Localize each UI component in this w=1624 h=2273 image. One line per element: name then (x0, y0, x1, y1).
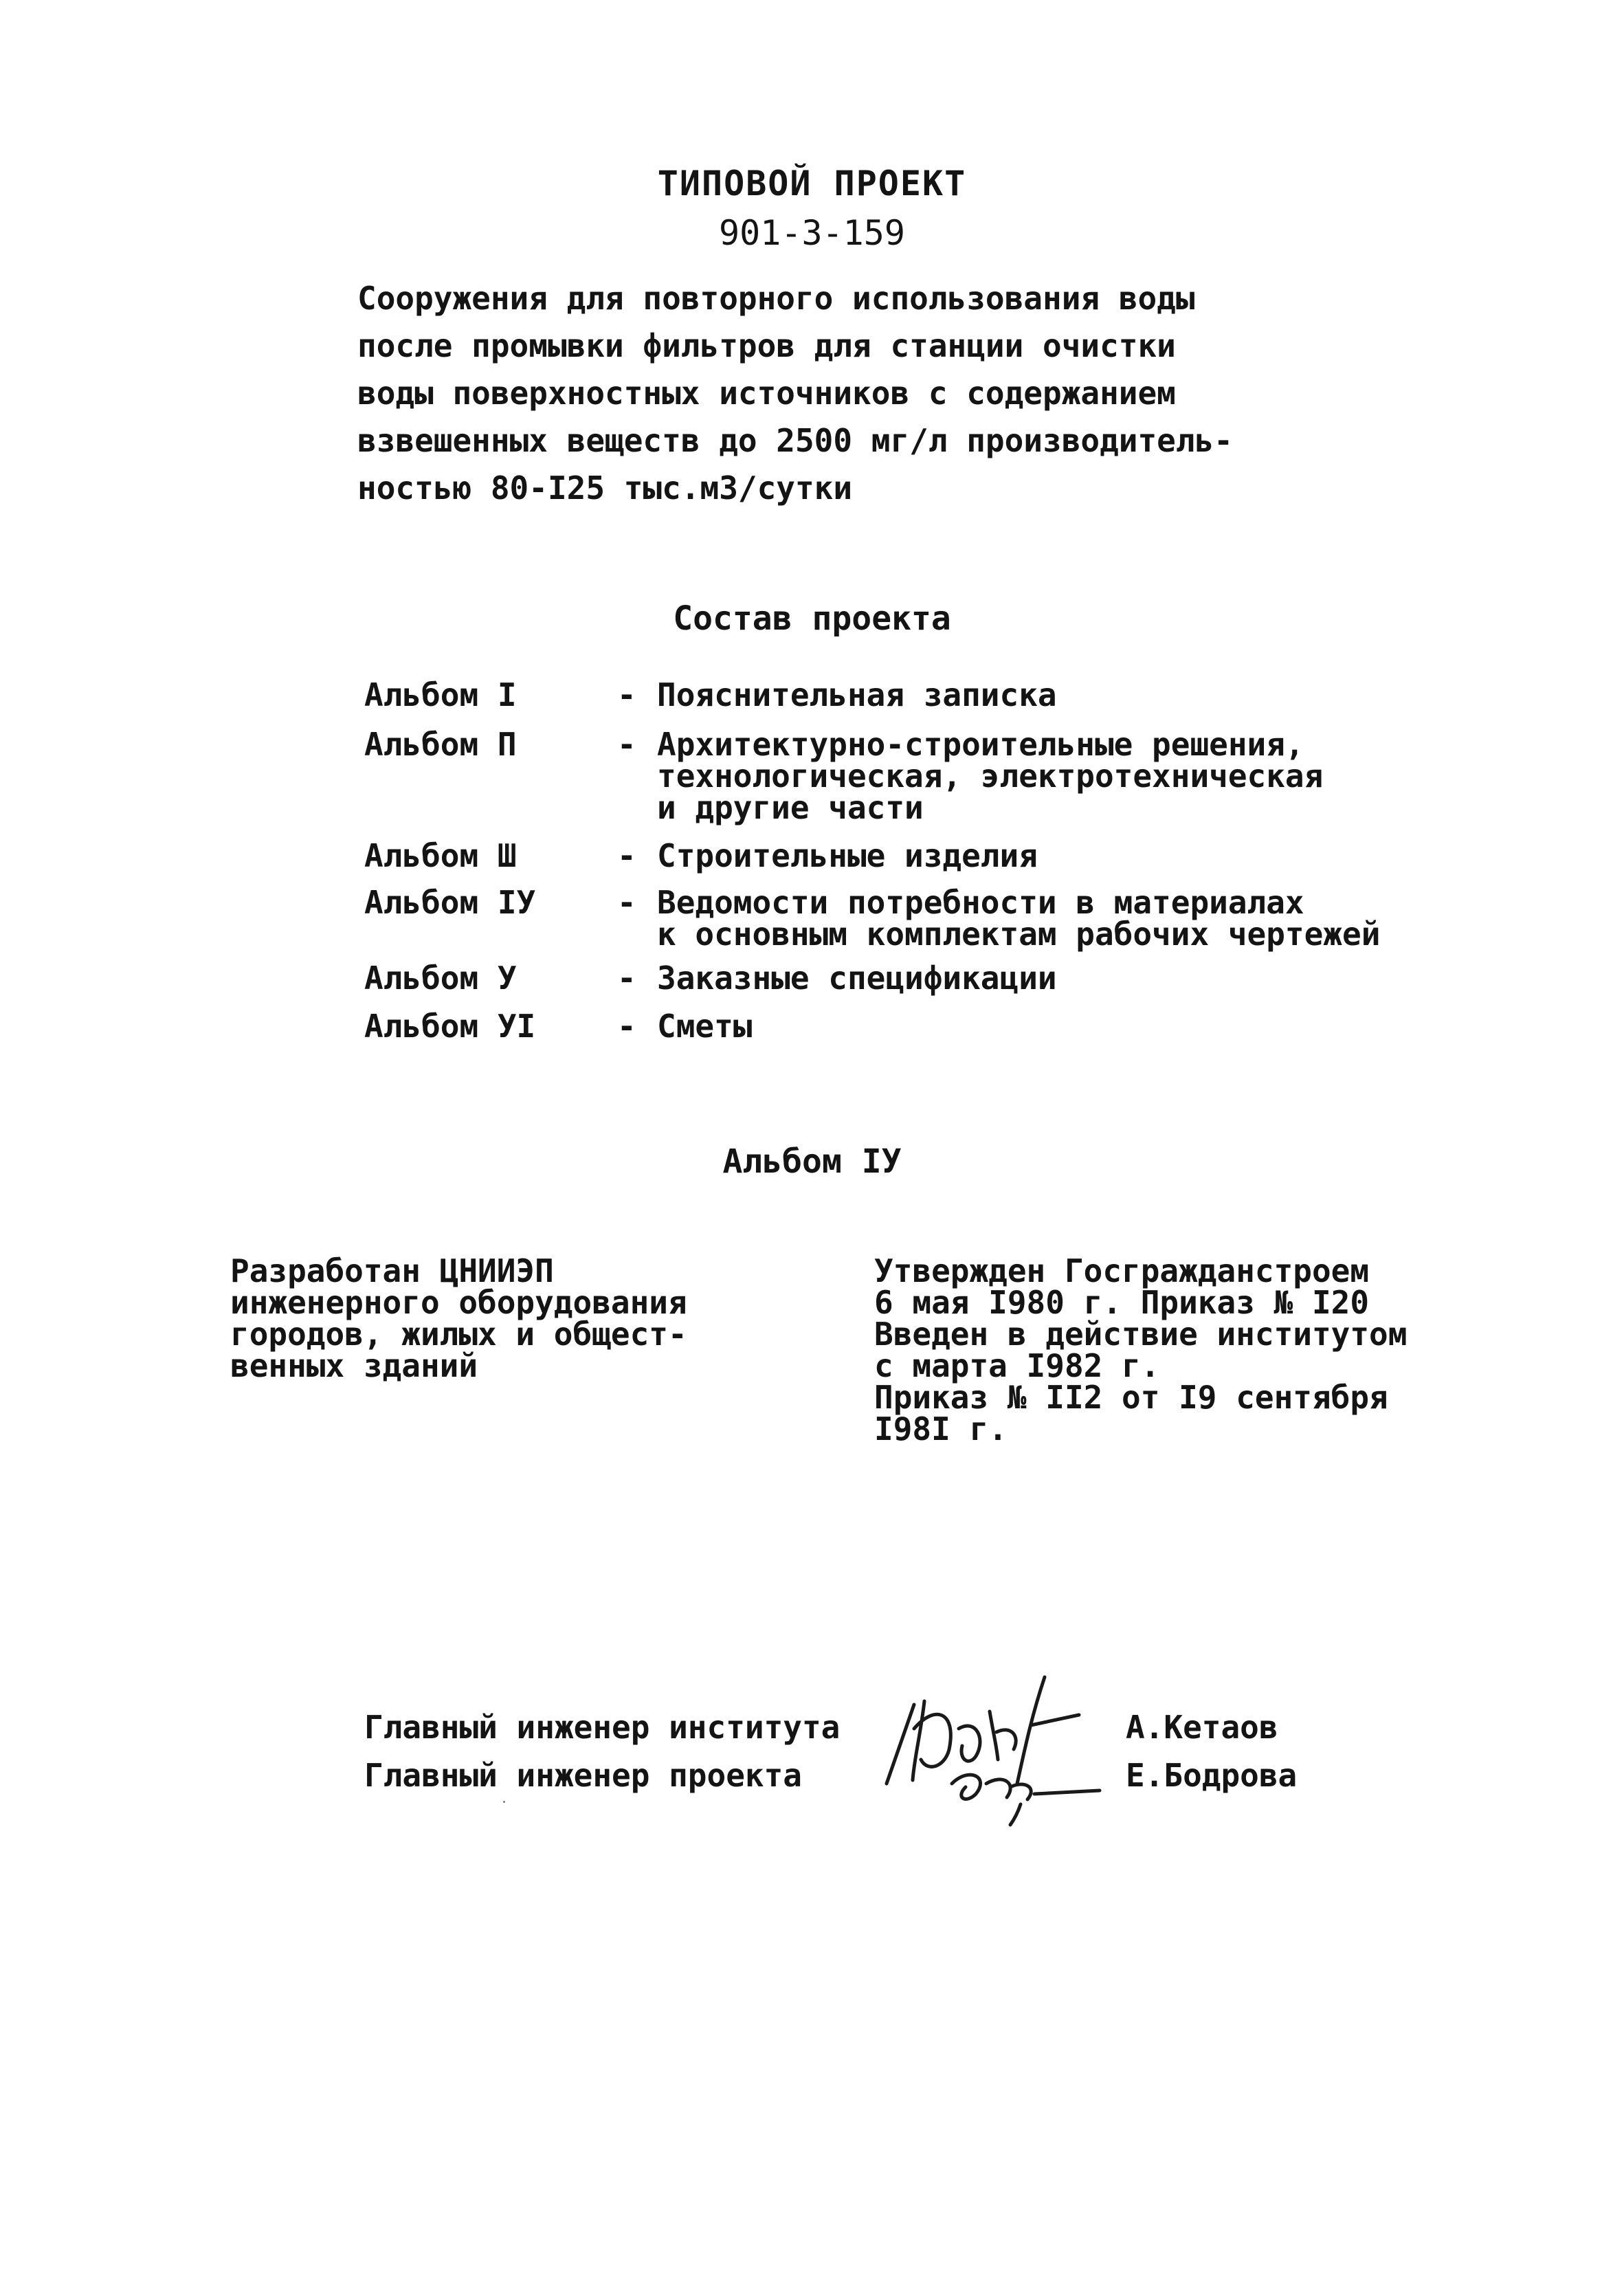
approval-line: 6 мая I980 г. Приказ № I20 (874, 1284, 1370, 1321)
album-description-line: Пояснительная записка (657, 676, 1057, 713)
signature-role: Главный инженер проекта (364, 1757, 802, 1794)
album-description (657, 837, 1038, 874)
description-line: после промывки фильтров для станции очистки (357, 327, 1176, 364)
album-description-line: Заказные спецификации (657, 960, 1057, 997)
project-description (357, 275, 1233, 512)
description-line: взвешенных веществ до 2500 мг/л производитель- (357, 422, 1233, 459)
album-description (657, 884, 1381, 953)
developer-line: городов, жилых и общест- (230, 1316, 687, 1353)
description-line: Сооружения для повторного использования воды (357, 280, 1195, 317)
developer-line: Разработан ЦНИИЭП (230, 1252, 554, 1289)
developer-line: венных зданий (230, 1347, 478, 1384)
approval-line: Утвержден Госгражданстроем (874, 1252, 1370, 1289)
album-dash: - (617, 837, 636, 874)
album-description (657, 676, 1057, 713)
current-album-heading: Альбом IУ (722, 1142, 902, 1181)
album-description-line: Архитектурно-строительные решения, (657, 726, 1304, 763)
approval-line: I98I г. (874, 1410, 1008, 1448)
album-description (657, 960, 1057, 997)
signature-name: Е.Бодрова (1126, 1757, 1298, 1794)
album-description (657, 726, 1324, 826)
description-line: ностью 80-I25 тыс.м3/сутки (357, 469, 853, 507)
developer-block (230, 1252, 687, 1384)
album-dash: - (617, 884, 636, 921)
album-name: Альбом I (364, 676, 517, 713)
signature-name: А.Кетаов (1126, 1709, 1278, 1746)
approval-line: Приказ № II2 от I9 сентября (874, 1379, 1388, 1416)
approval-line: с марта I982 г. (874, 1347, 1160, 1384)
album-name: Альбом IУ (364, 884, 536, 921)
album-name: Альбом У (364, 960, 517, 997)
album-description-line: Ведомости потребности в материалах (657, 884, 1304, 921)
album-dash: - (617, 1008, 636, 1045)
scan-speck (503, 1801, 505, 1803)
album-name: Альбом П (364, 726, 517, 763)
approval-line: Введен в действие институтом (874, 1316, 1408, 1353)
album-description (657, 1008, 753, 1045)
document-title: ТИПОВОЙ ПРОЕКТ (657, 164, 967, 203)
album-dash: - (617, 676, 636, 713)
album-name: Альбом УI (364, 1008, 536, 1045)
album-description-line: Сметы (657, 1008, 753, 1045)
album-dash: - (617, 960, 636, 997)
signature-role: Главный инженер института (364, 1709, 841, 1746)
handwritten-signature-icon (873, 1663, 1120, 1828)
description-line: воды поверхностных источников с содержанием (357, 375, 1176, 412)
album-description-line: и другие части (657, 789, 924, 826)
album-name: Альбом Ш (364, 837, 517, 874)
album-description-line: технологическая, электротехническая (657, 757, 1324, 795)
album-description-line: к основным комплектам рабочих чертежей (657, 916, 1381, 953)
approval-block (874, 1252, 1408, 1448)
album-dash: - (617, 726, 636, 763)
composition-heading: Состав проекта (673, 599, 951, 638)
project-number: 901-3-159 (719, 213, 905, 253)
developer-line: инженерного оборудования (230, 1284, 687, 1321)
album-description-line: Строительные изделия (657, 837, 1038, 874)
